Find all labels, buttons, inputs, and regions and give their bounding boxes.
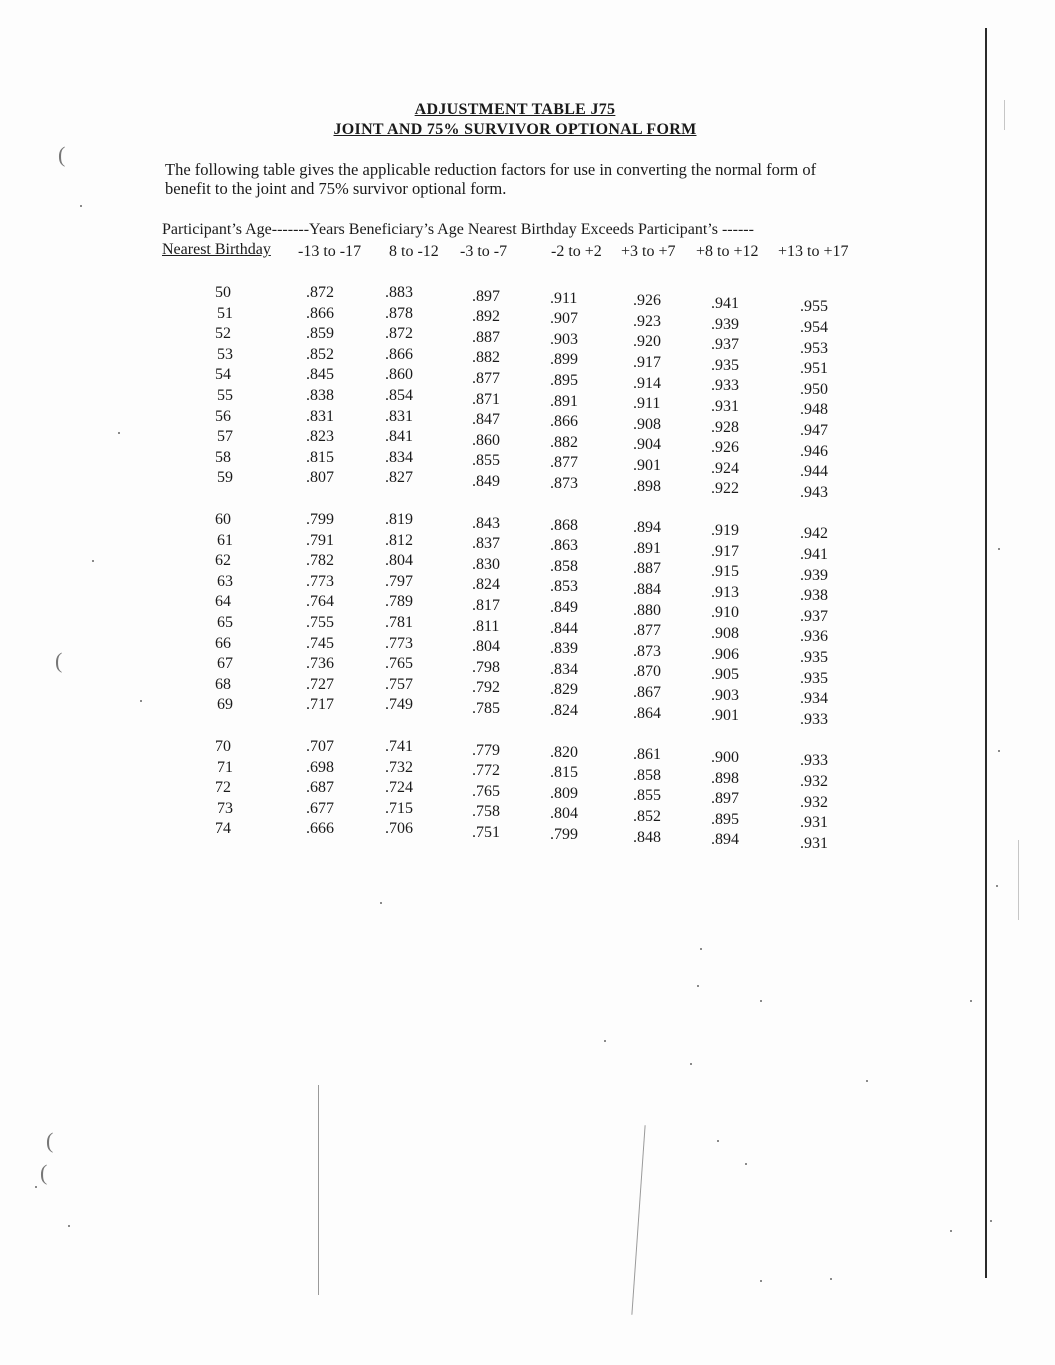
table-cell: .831	[385, 407, 413, 425]
column-header: +8 to +12	[696, 243, 759, 260]
table-cell: .931	[800, 834, 828, 852]
table-cell: .849	[472, 472, 500, 490]
table-cell: .855	[633, 787, 661, 805]
table-cell: .905	[711, 666, 739, 684]
scan-speck	[760, 1000, 762, 1002]
table-cell: .946	[800, 442, 828, 460]
table-row-age: 51	[217, 304, 233, 322]
column-header: +13 to +17	[778, 243, 849, 260]
table-cell: .837	[472, 535, 500, 553]
intro-paragraph: The following table gives the applicable reduction factors for use in converting the normal form of benefit to the joint and 75% survivor optional form.	[165, 160, 817, 198]
scan-speck	[35, 1186, 37, 1188]
table-cell: .895	[711, 810, 739, 828]
table-cell: .872	[385, 325, 413, 343]
table-cell: .764	[306, 593, 334, 611]
table-cell: .820	[550, 743, 578, 761]
table-cell: .807	[306, 469, 334, 487]
table-cell: .908	[633, 415, 661, 433]
table-cell: .860	[472, 431, 500, 449]
table-cell: .843	[472, 514, 500, 532]
column-header: -13 to -17	[298, 243, 362, 260]
table-row-age: 54	[215, 366, 231, 384]
header-age-label: Nearest Birthday	[162, 241, 271, 258]
scan-mark: (	[40, 1160, 48, 1185]
table-row-age: 74	[215, 820, 231, 838]
table-cell: .804	[385, 552, 413, 570]
table-row-age: 59	[217, 469, 233, 487]
table-cell: .745	[306, 634, 334, 652]
table-cell: .932	[800, 772, 828, 790]
table-cell: .944	[800, 463, 828, 481]
table-cell: .773	[306, 572, 334, 590]
table-cell: .799	[306, 511, 334, 528]
table-cell: .782	[306, 552, 334, 570]
table-cell: .834	[550, 660, 578, 678]
table-cell: .834	[385, 448, 413, 466]
table-cell: .727	[306, 675, 334, 693]
table-cell: .824	[472, 576, 500, 594]
table-row-age: 63	[217, 572, 233, 590]
table-cell: .866	[550, 413, 578, 431]
table-cell: .920	[633, 333, 661, 351]
table-cell: .914	[633, 374, 661, 392]
table-cell: .864	[633, 704, 661, 722]
table-cell: .677	[306, 799, 334, 817]
table-cell: .951	[800, 360, 828, 378]
table-cell: .917	[711, 542, 739, 560]
table-cell: .870	[633, 663, 661, 681]
table-cell: .882	[472, 349, 500, 367]
table-cell: .877	[550, 454, 578, 472]
scan-speck	[950, 1230, 952, 1232]
table-row-age: 73	[217, 799, 233, 817]
table-cell: .938	[800, 587, 828, 605]
table-cell: .854	[385, 387, 413, 404]
table-cell: .908	[711, 625, 739, 642]
table-row-age: 68	[215, 675, 231, 693]
table-cell: .897	[472, 287, 500, 305]
table-row-age: 52	[215, 325, 231, 343]
table-cell: .935	[800, 648, 828, 666]
scan-speck	[998, 750, 1000, 752]
table-cell: .839	[550, 640, 578, 658]
table-cell: .948	[800, 401, 828, 419]
scan-speck	[998, 548, 1000, 550]
table-cell: .943	[800, 483, 828, 501]
table-cell: .732	[385, 758, 413, 776]
table-row-age: 61	[217, 531, 233, 549]
table-cell: .955	[800, 298, 828, 316]
table-cell: .844	[550, 619, 578, 637]
scan-artifact-line	[1018, 840, 1019, 920]
table-cell: .933	[711, 377, 739, 395]
table-cell: .939	[800, 566, 828, 584]
table-cell: .898	[633, 477, 661, 495]
table-cell: .860	[385, 366, 413, 384]
table-cell: .928	[711, 418, 739, 436]
table-cell: .815	[550, 764, 578, 782]
column-header: -2 to +2	[551, 243, 602, 260]
scan-speck	[760, 1280, 762, 1282]
table-cell: .926	[633, 292, 661, 310]
table-cell: .838	[306, 387, 334, 404]
table-cell: .755	[306, 614, 334, 631]
table-cell: .855	[472, 452, 500, 470]
scan-speck	[380, 902, 382, 904]
scan-speck	[866, 1080, 868, 1082]
table-cell: .772	[472, 762, 500, 780]
scan-speck	[830, 1278, 832, 1280]
table-cell: .887	[472, 328, 500, 346]
table-cell: .904	[633, 436, 661, 454]
table-cell: .867	[633, 683, 661, 701]
title-line-1: ADJUSTMENT TABLE J75	[414, 101, 616, 118]
table-cell: .931	[711, 398, 739, 415]
table-cell: .898	[711, 769, 739, 787]
table-cell: .942	[800, 525, 828, 543]
table-cell: .866	[306, 304, 334, 322]
table-cell: .751	[472, 823, 500, 841]
table-cell: .910	[711, 604, 739, 622]
table-cell: .901	[711, 707, 739, 725]
table-cell: .841	[385, 428, 413, 446]
table-cell: .934	[800, 690, 828, 708]
table-row-age: 71	[217, 758, 233, 776]
table-cell: .781	[385, 614, 413, 631]
table-cell: .901	[633, 456, 661, 474]
table-cell: .932	[800, 793, 828, 811]
table-cell: .941	[800, 545, 828, 563]
table-cell: .791	[306, 531, 334, 549]
table-row-age: 62	[215, 552, 231, 570]
table-cell: .827	[385, 469, 413, 487]
table-row-age: 58	[215, 448, 231, 466]
table-cell: .757	[385, 675, 413, 693]
table-cell: .937	[800, 607, 828, 625]
table-cell: .824	[550, 702, 578, 719]
table-row-age: 69	[217, 696, 233, 714]
table-cell: .937	[711, 336, 739, 354]
scan-speck	[717, 1140, 719, 1142]
table-cell: .903	[550, 330, 578, 348]
scan-speck	[604, 1040, 606, 1042]
table-cell: .872	[306, 284, 334, 301]
table-cell: .852	[633, 807, 661, 825]
table-cell: .891	[633, 539, 661, 557]
table-cell: .887	[633, 560, 661, 578]
scan-speck	[68, 1225, 70, 1227]
table-cell: .779	[472, 741, 500, 759]
table-cell: .687	[306, 779, 334, 797]
scan-speck	[996, 885, 998, 887]
scan-speck	[970, 1000, 972, 1002]
table-cell: .773	[385, 634, 413, 652]
scan-artifact-line	[631, 1125, 645, 1315]
table-row-age: 55	[217, 387, 233, 404]
table-cell: .789	[385, 593, 413, 611]
table-cell: .906	[711, 645, 739, 663]
table-cell: .736	[306, 655, 334, 673]
table-cell: .897	[711, 790, 739, 808]
table-cell: .924	[711, 459, 739, 477]
table-row-age: 60	[215, 511, 231, 528]
table-cell: .947	[800, 421, 828, 439]
table-cell: .853	[550, 578, 578, 596]
table-cell: .666	[306, 820, 334, 838]
table-cell: .883	[385, 284, 413, 301]
scan-edge-line	[985, 28, 987, 1278]
table-cell: .817	[472, 596, 500, 614]
table-cell: .941	[711, 295, 739, 312]
table-cell: .758	[472, 803, 500, 821]
table-row-age: 64	[215, 593, 231, 611]
scan-mark: (	[58, 142, 66, 167]
table-cell: .939	[711, 315, 739, 333]
table-cell: .765	[472, 782, 500, 800]
table-cell: .900	[711, 749, 739, 766]
table-cell: .923	[633, 312, 661, 330]
table-cell: .797	[385, 572, 413, 590]
table-cell: .878	[385, 304, 413, 322]
table-cell: .877	[472, 369, 500, 387]
table-cell: .706	[385, 820, 413, 838]
scan-speck	[80, 205, 82, 207]
table-cell: .903	[711, 686, 739, 704]
table-cell: .765	[385, 655, 413, 673]
table-cell: .884	[633, 580, 661, 598]
table-cell: .707	[306, 738, 334, 755]
table-cell: .812	[385, 531, 413, 549]
table-cell: .858	[633, 766, 661, 784]
table-cell: .792	[472, 679, 500, 697]
table-cell: .848	[633, 828, 661, 846]
table-cell: .830	[472, 555, 500, 573]
scan-speck	[745, 1163, 747, 1165]
table-cell: .917	[633, 353, 661, 371]
table-cell: .717	[306, 696, 334, 714]
table-cell: .799	[550, 826, 578, 843]
table-cell: .804	[550, 805, 578, 823]
table-cell: .849	[550, 599, 578, 616]
table-row-age: 57	[217, 428, 233, 446]
table-cell: .915	[711, 563, 739, 581]
scan-speck	[700, 948, 702, 950]
table-cell: .845	[306, 366, 334, 384]
table-cell: .823	[306, 428, 334, 446]
table-cell: .804	[472, 638, 500, 656]
table-cell: .935	[711, 356, 739, 374]
table-row-age: 66	[215, 634, 231, 652]
table-cell: .859	[306, 325, 334, 343]
scan-speck	[92, 560, 94, 562]
column-header: -3 to -7	[460, 243, 508, 260]
table-cell: .873	[550, 475, 578, 492]
table-cell: .831	[306, 407, 334, 425]
table-cell: .866	[385, 345, 413, 363]
table-cell: .819	[385, 511, 413, 528]
table-cell: .785	[472, 699, 500, 717]
table-cell: .919	[711, 522, 739, 539]
scan-speck	[990, 1220, 992, 1222]
table-cell: .715	[385, 799, 413, 817]
table-cell: .809	[550, 784, 578, 802]
table-cell: .811	[472, 617, 500, 635]
column-header: +3 to +7	[621, 243, 676, 260]
table-cell: .749	[385, 696, 413, 714]
table-cell: .861	[633, 746, 661, 764]
table-cell: .911	[550, 289, 578, 307]
table-cell: .953	[800, 339, 828, 357]
table-cell: .935	[800, 669, 828, 687]
table-cell: .954	[800, 318, 828, 336]
scan-mark: (	[46, 1128, 54, 1153]
scan-artifact-line	[1004, 100, 1005, 130]
table-row-age: 67	[217, 655, 233, 673]
table-cell: .895	[550, 372, 578, 389]
table-cell: .913	[711, 583, 739, 601]
table-cell: .873	[633, 642, 661, 660]
column-header: 8 to -12	[389, 243, 439, 260]
table-cell: .950	[800, 380, 828, 398]
scan-speck	[118, 432, 120, 434]
table-cell: .911	[633, 395, 661, 413]
table-cell: .724	[385, 779, 413, 797]
table-cell: .798	[472, 658, 500, 676]
table-cell: .926	[711, 439, 739, 457]
scan-speck	[690, 1063, 692, 1065]
table-cell: .829	[550, 681, 578, 699]
table-cell: .933	[800, 710, 828, 728]
table-cell: .815	[306, 448, 334, 466]
table-row-age: 50	[215, 284, 231, 301]
table-cell: .894	[711, 831, 739, 849]
header-line-1: Participant’s Age-------Years Beneficiary’s Age Nearest Birthday Exceeds Participant’s ------	[162, 221, 754, 238]
table-cell: .892	[472, 308, 500, 326]
scan-artifact-line	[318, 1085, 319, 1295]
table-cell: .852	[306, 345, 334, 363]
table-row-age: 53	[217, 345, 233, 363]
table-cell: .936	[800, 628, 828, 646]
table-cell: .858	[550, 557, 578, 575]
table-row-age: 65	[217, 614, 233, 631]
table-row-age: 70	[215, 738, 231, 755]
table-row-age: 72	[215, 779, 231, 797]
table-cell: .698	[306, 758, 334, 776]
scan-speck	[140, 700, 142, 702]
table-cell: .899	[550, 351, 578, 369]
title-line-2: JOINT AND 75% SURVIVOR OPTIONAL FORM	[333, 121, 697, 138]
table-row-age: 56	[215, 407, 231, 425]
table-cell: .894	[633, 519, 661, 537]
table-cell: .868	[550, 516, 578, 534]
table-cell: .847	[472, 411, 500, 429]
table-cell: .877	[633, 622, 661, 640]
table-cell: .882	[550, 433, 578, 451]
table-cell: .922	[711, 480, 739, 498]
table-cell: .933	[800, 752, 828, 770]
scan-mark: (	[55, 648, 63, 673]
table-cell: .907	[550, 310, 578, 328]
table-cell: .871	[472, 390, 500, 408]
table-cell: .931	[800, 814, 828, 832]
table-cell: .891	[550, 392, 578, 410]
scan-speck	[697, 985, 699, 987]
table-cell: .741	[385, 738, 413, 755]
table-cell: .880	[633, 601, 661, 619]
table-cell: .863	[550, 537, 578, 555]
